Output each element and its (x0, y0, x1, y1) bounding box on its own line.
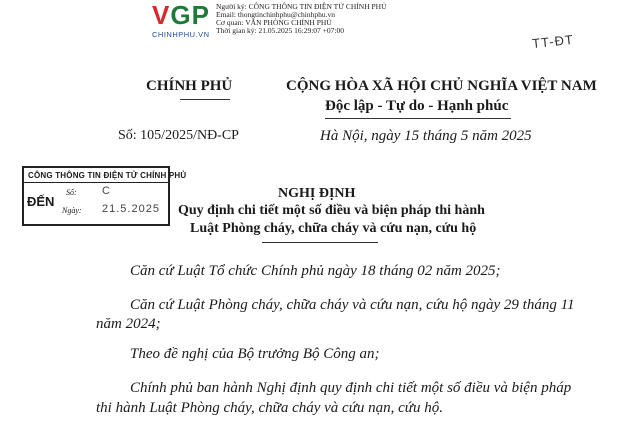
basis-paragraph-2-line-1: Căn cứ Luật Phòng cháy, chữa cháy và cứu nạn, cứu hộ ngày 29 tháng 11 (130, 297, 575, 313)
basis-paragraph-2-line-2: năm 2024; (96, 316, 161, 332)
basis-paragraph-1: Căn cứ Luật Tổ chức Chính phủ ngày 18 tháng 02 năm 2025; (130, 263, 501, 279)
received-stamp (22, 166, 187, 226)
handwritten-mark: TT-ĐT (531, 31, 575, 52)
promulgation-line-1: Chính phủ ban hành Nghị định quy định chi tiết một số điều và biện pháp (130, 380, 572, 396)
stamp-number-label: Số: (66, 188, 77, 197)
decree-title-line-1: Quy định chi tiết một số điều và biện pháp thi hành (178, 203, 485, 218)
logo-site-name: CHINHPHU.VN (152, 30, 210, 39)
decree-title-line-2: Luật Phòng cháy, chữa cháy và cứu nạn, cứu hộ (190, 221, 477, 236)
place-and-date: Hà Nội, ngày 15 tháng 5 năm 2025 (320, 128, 532, 144)
proposal-paragraph: Theo đề nghị của Bộ trưởng Bộ Công an; (130, 346, 380, 362)
issuer-underline (180, 99, 230, 100)
issuer-name: CHÍNH PHỦ (146, 78, 233, 94)
signer-email: Email: thongtinchinhphu@chinhphu.vn (216, 10, 335, 19)
vgp-logo-mark: VGP (152, 0, 210, 30)
stamp-title: CÔNG THÔNG TIN ĐIỆN TỬ CHÍNH PHỦ (28, 171, 187, 180)
signing-time: Thời gian ký: 21.05.2025 16:29:07 +07:00 (216, 26, 344, 35)
stamp-date-label: Ngày: (62, 206, 82, 215)
promulgation-line-2: thi hành Luật Phòng cháy, chữa cháy và cứu nạn, cứu hộ. (96, 400, 443, 416)
national-motto: Độc lập - Tự do - Hạnh phúc (325, 98, 509, 114)
signer-line: Người ký: CÔNG THÔNG TIN ĐIỆN TỬ CHÍNH PHỦ (216, 2, 387, 11)
nation-name: CỘNG HÒA XÃ HỘI CHỦ NGHĨA VIỆT NAM (286, 78, 597, 94)
document-number: Số: 105/2025/NĐ-CP (118, 128, 239, 143)
stamp-date-value: 21.5.2025 (102, 203, 160, 215)
title-underline (262, 242, 378, 243)
decree-type: NGHỊ ĐỊNH (278, 186, 356, 201)
stamp-divider (24, 182, 168, 183)
stamp-number-value: C (102, 185, 111, 197)
stamp-den-label: ĐẾN (27, 194, 55, 209)
vgp-logo (152, 2, 218, 42)
signer-agency: Cơ quan: VĂN PHÒNG CHÍNH PHỦ (216, 18, 332, 27)
motto-underline (325, 118, 511, 119)
